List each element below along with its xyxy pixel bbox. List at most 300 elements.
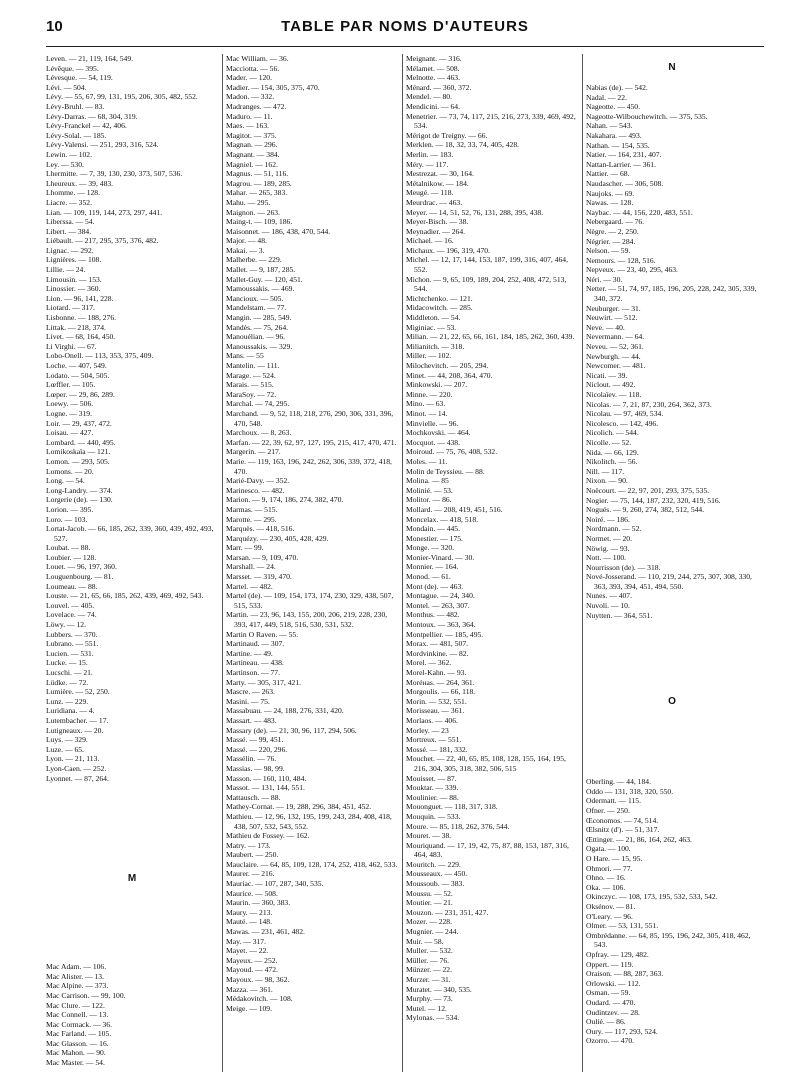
index-entry: Montel. — 263, 307. bbox=[406, 600, 470, 610]
index-entry: Nida. — 66, 129. bbox=[586, 447, 639, 457]
index-entry: Nathan. — 154, 535. bbox=[586, 140, 650, 150]
index-entry: Nattier. — 68. bbox=[586, 169, 630, 179]
index-entry: Mouquin. — 533. bbox=[406, 811, 461, 821]
index-entry: Odermatt. — 115. bbox=[586, 796, 641, 806]
index-entry: Lobo-Onell. — 113, 353, 375, 409. bbox=[46, 351, 154, 361]
index-entry: Ogata. — 100. bbox=[586, 844, 631, 854]
index-entry: Linossier. — 360. bbox=[46, 284, 101, 294]
index-entry: Marie. — 119, 163, 196, 242, 262, 306, 339, 372, 418, 470. bbox=[226, 456, 392, 476]
index-entry: Meyer-Bisch. — 38. bbox=[406, 217, 469, 227]
index-entry: Mousseaux. — 450. bbox=[406, 869, 468, 879]
index-entry: Lévy. — 55, 67, 99, 131, 195, 206, 305, 482, 552. bbox=[46, 92, 198, 102]
index-entry: Murzer. — 31. bbox=[406, 975, 451, 984]
index-entry: Moncelax. — 418, 518. bbox=[406, 514, 479, 524]
index-entry: Oulié. — 86. bbox=[586, 1017, 626, 1027]
index-entry: Oka. — 106. bbox=[586, 882, 626, 892]
index-entry: Libert. — 384. bbox=[46, 226, 92, 236]
index-entry: Michtchenko. — 121. bbox=[406, 293, 473, 303]
index-entry: Naudascher. — 306, 508. bbox=[586, 178, 664, 188]
index-entry: Métalnikow. — 184. bbox=[406, 178, 469, 188]
index-entry: Mugnier. — 244. bbox=[406, 927, 459, 937]
index-entry: Œlsnitz (d'). — 51, 317. bbox=[586, 825, 660, 835]
index-entry: Martine. — 49. bbox=[226, 648, 273, 658]
index-entry: Massias. — 98, 99. bbox=[226, 763, 285, 773]
index-entry: Liberssa. — 54. bbox=[46, 217, 95, 227]
section-letter-heading: M bbox=[127, 873, 137, 885]
index-entry: Ofner. — 250. bbox=[586, 806, 630, 816]
index-entry: Maignon. — 263. bbox=[226, 207, 280, 217]
index-entry: Martin. — 23, 96, 143, 155, 200, 206, 219, 228, 230, 393, 417, 449, 518, 516, 530, 531, 532. bbox=[226, 610, 388, 630]
index-entry: Ohmori. — 77. bbox=[586, 863, 633, 873]
index-entry: Nuytten. — 364, 551. bbox=[586, 610, 653, 620]
index-entry: Oppert. — 119. bbox=[586, 959, 634, 969]
index-entry: Meyer. — 14, 51, 52, 76, 131, 288, 395, 438. bbox=[406, 207, 544, 217]
index-entry: Médakovitch. — 108. bbox=[226, 994, 293, 1004]
index-entry: Netter. — 51, 74, 97, 185, 196, 205, 228, 242, 305, 339, 340, 372. bbox=[586, 284, 757, 304]
index-entry: Löwy. — 12. bbox=[46, 620, 87, 630]
index-entry: Magrou. — 189, 285. bbox=[226, 178, 292, 188]
page-title: TABLE PAR NOMS D'AUTEURS bbox=[281, 18, 529, 35]
index-entry: Nevermann. — 64. bbox=[586, 332, 645, 342]
index-entry: Martin O Raven. — 55. bbox=[226, 629, 299, 639]
index-entry: Minkowski. — 207. bbox=[406, 380, 468, 390]
index-entry: Martinson. — 77. bbox=[226, 668, 280, 677]
index-entry: Mac Farland. — 105. bbox=[46, 1029, 112, 1039]
index-entry: Maes. — 163. bbox=[226, 121, 270, 131]
index-entry: Meurdrac. — 463. bbox=[406, 197, 463, 207]
index-column-4 bbox=[586, 54, 758, 1074]
index-entry: Nicolich. — 544. bbox=[586, 428, 639, 438]
index-entry: Lœffler. — 105. bbox=[46, 380, 96, 390]
index-entry: Luys. — 329. bbox=[46, 735, 88, 745]
index-entry: Monthus. — 482. bbox=[406, 610, 460, 620]
index-entry: Nageotte. — 450. bbox=[586, 102, 640, 112]
index-entry: Mendel. — 80. bbox=[406, 92, 452, 102]
index-entry: Naybac. — 44, 156, 220, 483, 551. bbox=[586, 207, 693, 217]
index-entry: Louguenbourg. — 81. bbox=[46, 572, 114, 582]
index-entry: Orlowski. — 112. bbox=[586, 978, 641, 988]
index-entry: Mouchet. — 22, 40, 65, 85, 108, 128, 155, 164, 195, 216, 304, 305, 318, 382, 506, 515 bbox=[406, 754, 566, 773]
index-entry: Œconomos. — 74, 514. bbox=[586, 815, 659, 825]
index-entry: Liébault. — 217, 295, 375, 376, 482. bbox=[46, 236, 159, 246]
index-entry: Osman. — 59. bbox=[586, 988, 631, 998]
index-entry: Loisau. — 427. bbox=[46, 428, 94, 438]
index-entry: Mazza. — 361. bbox=[226, 984, 273, 994]
index-entry: Lévy-Bruhl. — 83. bbox=[46, 101, 105, 111]
index-entry: Neve. — 40. bbox=[586, 322, 625, 332]
index-entry: Mondain. — 445. bbox=[406, 524, 460, 534]
index-entry: Loro. — 103. bbox=[46, 514, 88, 524]
index-entry: May. — 317. bbox=[226, 936, 267, 946]
index-entry: Merlin. — 183. bbox=[406, 149, 454, 159]
index-entry: Midacowitch. — 285. bbox=[406, 303, 473, 313]
index-entry: Moutier. — 21. bbox=[406, 898, 453, 908]
index-entry: Nourrisson (de). — 318. bbox=[586, 562, 661, 572]
index-entry: Nicolau. — 97, 469, 534. bbox=[586, 409, 664, 419]
index-entry: Lucien. — 531. bbox=[46, 648, 94, 658]
index-entry: Lewin. — 102. bbox=[46, 149, 92, 159]
index-entry: Mangin. — 285, 549. bbox=[226, 313, 292, 323]
index-entry: Münzer. — 22. bbox=[406, 965, 452, 975]
index-entry: Mans. — 55 bbox=[226, 351, 264, 361]
index-entry: Moure. — 85, 118, 262, 376, 544. bbox=[406, 821, 510, 831]
index-entry: Noëcourt. — 22, 97, 201, 293, 375, 535. bbox=[586, 485, 710, 495]
index-entry: Nadal. — 22. bbox=[586, 92, 627, 102]
index-entry: Michel. — 12, 17, 144, 153, 187, 199, 316, 407, 464, 552. bbox=[406, 255, 568, 275]
index-entry: Lombard. — 440, 495. bbox=[46, 437, 116, 447]
index-entry: Lomons. — 20. bbox=[46, 466, 94, 476]
index-entry: Martel. — 482. bbox=[226, 581, 273, 591]
index-entry: Lorgerie (de). — 130. bbox=[46, 495, 113, 505]
index-entry: Liacre. — 352. bbox=[46, 197, 92, 207]
index-entry: Mossé. — 181, 332. bbox=[406, 744, 468, 754]
index-entry: Maury. — 213. bbox=[226, 907, 273, 917]
index-entry: Mayoud. — 472. bbox=[226, 965, 278, 975]
index-entry: O Hare. — 15, 95. bbox=[586, 854, 643, 863]
index-entry: Montague. — 24, 340. bbox=[406, 591, 475, 601]
index-entry: Minne. — 220. bbox=[406, 389, 453, 399]
index-entry: Mandelstam. — 77. bbox=[226, 303, 287, 313]
index-entry: Margerin. — 217. bbox=[226, 447, 281, 457]
index-entry: Marmas. — 515. bbox=[226, 504, 278, 514]
index-entry: Masson. — 160, 110, 484. bbox=[226, 773, 307, 783]
index-entry: Nott. — 100. bbox=[586, 553, 627, 563]
index-entry: Morel. — 362. bbox=[406, 658, 452, 668]
index-entry: Maurice. — 508. bbox=[226, 888, 278, 898]
index-entry: Lomikoskaïa — 121. bbox=[46, 447, 111, 457]
index-entry: Néri. — 30. bbox=[586, 274, 623, 284]
index-entry: Nicolesco. — 142, 496. bbox=[586, 418, 659, 428]
index-entry: Massot. — 131, 144, 551. bbox=[226, 783, 305, 793]
index-entry: Mouriquand. — 17, 19, 42, 75, 87, 88, 153, 187, 316, 464, 483. bbox=[406, 840, 569, 860]
index-entry: Mendicini. — 64. bbox=[406, 101, 460, 111]
index-entry: Minot. — 14. bbox=[406, 408, 448, 418]
index-entry: Mader. — 120. bbox=[226, 73, 272, 83]
index-entry: Mouisset. — 87. bbox=[406, 773, 457, 783]
index-entry: Mac Clure. — 122. bbox=[46, 1000, 105, 1010]
index-entry: Mérigot de Treigny. — 66. bbox=[406, 130, 488, 140]
index-entry: Maubert. — 250. bbox=[226, 850, 279, 860]
index-entry: Lucke. — 15. bbox=[46, 658, 88, 668]
index-entry: Lutigneaux. — 20. bbox=[46, 725, 104, 735]
index-entry: Limousin. — 153. bbox=[46, 274, 102, 284]
index-entry: Mathieu. — 12, 96, 132, 195, 199, 243, 284, 408, 418, 438, 507, 532, 543, 552. bbox=[226, 811, 392, 831]
index-entry: Mestrezat. — 30, 164. bbox=[406, 169, 474, 179]
index-entry: Major. — 48. bbox=[226, 236, 267, 246]
index-entry: Massélin. — 76. bbox=[226, 754, 277, 764]
index-entry: Lumière. — 52, 250. bbox=[46, 687, 110, 697]
index-entry: Oudard. — 470. bbox=[586, 997, 636, 1007]
index-entry: Lœper. — 29, 86, 289. bbox=[46, 389, 115, 399]
index-entry: Louvel. — 405. bbox=[46, 600, 95, 610]
index-entry: Muir. — 58. bbox=[406, 936, 444, 946]
index-entry: Melnotte. — 463. bbox=[406, 73, 460, 83]
index-entry: Lévy-Valensi. — 251, 293, 316, 524. bbox=[46, 140, 159, 150]
index-entry: Lévi. — 504. bbox=[46, 82, 87, 92]
index-entry: Lodato. — 504, 505. bbox=[46, 370, 110, 380]
index-entry: Lévesque. — 54, 119. bbox=[46, 73, 113, 83]
index-entry: Oberling. — 44, 184. bbox=[586, 777, 651, 787]
index-entry: Nové-Josserand. — 110, 219, 244, 275, 307, 308, 330, 363, 393, 394, 451, 494, 550. bbox=[586, 572, 752, 591]
index-entry: Marfan. — 22, 39, 62, 97, 127, 195, 215, 417, 470, 471. bbox=[226, 437, 397, 447]
index-entry: Mélamet. — 508. bbox=[406, 63, 460, 73]
index-entry: Noiré. — 186. bbox=[586, 514, 630, 524]
index-entry: Mac William. — 36. bbox=[226, 54, 289, 63]
index-entry: Olmer. — 53, 131, 551. bbox=[586, 921, 659, 931]
index-entry: Marquézy. — 230, 405, 428, 429. bbox=[226, 533, 329, 543]
index-entry: Mayoux. — 98, 362. bbox=[226, 975, 290, 984]
index-entry: Mallet. — 9, 187, 285. bbox=[226, 265, 296, 275]
index-entry: Nepveux. — 23, 40, 295, 463. bbox=[586, 265, 678, 275]
index-entry: Nuvoli. — 10. bbox=[586, 601, 630, 611]
index-entry: Mouret. — 38. bbox=[406, 831, 452, 841]
index-entry: Marchoux. — 8, 263. bbox=[226, 428, 292, 438]
index-entry: Lignières. — 108. bbox=[46, 255, 102, 265]
index-entry: Monier-Vinard. — 30. bbox=[406, 552, 475, 562]
index-entry: Milianitch. — 318. bbox=[406, 341, 465, 351]
index-entry: Opfray. — 129, 482. bbox=[586, 949, 649, 959]
index-entry: Marty. — 305, 317, 421. bbox=[226, 677, 302, 687]
index-entry: Oksénov. — 81. bbox=[586, 901, 636, 911]
index-entry: Méry. — 117. bbox=[406, 159, 449, 169]
index-entry: Leven. — 21, 119, 164, 549. bbox=[46, 54, 134, 63]
index-entry: Marsset. — 319, 470. bbox=[226, 572, 292, 582]
index-entry: Loubier. — 128. bbox=[46, 552, 97, 562]
index-entry: Manoussakis. — 329. bbox=[226, 341, 293, 351]
index-entry: Lhermitte. — 7, 39, 130, 230, 373, 507, 536. bbox=[46, 169, 183, 179]
index-entry: Lomon. — 293, 505. bbox=[46, 456, 110, 466]
page-number: 10 bbox=[46, 18, 63, 35]
index-entry: Martinaud. — 307. bbox=[226, 639, 285, 649]
index-entry: Massé. — 220, 296. bbox=[226, 744, 288, 754]
index-entry: Nunes. — 407. bbox=[586, 591, 632, 601]
index-entry: Long-Landry. — 374. bbox=[46, 485, 113, 495]
index-entry: Neuburger. — 31. bbox=[586, 303, 641, 313]
index-entry: Naujoks. — 69. bbox=[586, 188, 635, 198]
index-entry: Menetrier. — 73, 74, 117, 215, 216, 273, 339, 469, 492, 534. bbox=[406, 111, 576, 131]
index-entry: Mac Alpine. — 373. bbox=[46, 981, 109, 991]
column-divider bbox=[222, 54, 223, 1072]
index-entry: Mac Cormack. — 36. bbox=[46, 1019, 113, 1029]
index-entry: Oddo — 131, 318, 320, 550. bbox=[586, 786, 674, 796]
index-entry: Livet. — 68, 164, 450. bbox=[46, 332, 116, 342]
index-entry: Nöwig. — 93. bbox=[586, 543, 630, 553]
index-entry: Mylonas. — 534. bbox=[406, 1013, 460, 1023]
index-entry: Molina. — 85 bbox=[406, 476, 449, 486]
index-entry: Mahu. — 295. bbox=[226, 197, 271, 207]
index-entry: Luridiana. — 4. bbox=[46, 706, 95, 716]
index-entry: Marsan. — 9, 109, 470. bbox=[226, 552, 299, 562]
index-entry: Macciotta. — 56. bbox=[226, 63, 280, 73]
index-entry: Nicolas. — 7, 21, 87, 230, 264, 362, 373. bbox=[586, 399, 712, 409]
index-entry: Martineau. — 438. bbox=[226, 658, 284, 668]
column-divider bbox=[402, 54, 403, 1072]
index-entry: Mouktar. — 339. bbox=[406, 783, 459, 793]
index-entry: Œttinger. — 21, 86, 164, 262, 463. bbox=[586, 834, 692, 844]
index-entry: Mont (de). — 463. bbox=[406, 581, 464, 591]
index-entry: Mauclaire. — 64, 85, 109, 128, 174, 252, 418, 462, 533. bbox=[226, 859, 398, 869]
index-entry: Maing-t. — 109, 186. bbox=[226, 217, 293, 227]
index-entry: Marotte. — 295. bbox=[226, 514, 277, 524]
index-entry: Ozorro. — 470. bbox=[586, 1036, 635, 1046]
index-entry: Massary (de). — 21, 30, 96, 117, 294, 506. bbox=[226, 725, 357, 735]
index-entry: Makai. — 3. bbox=[226, 245, 265, 255]
index-entry: Mozer. — 228. bbox=[406, 917, 452, 927]
index-entry: Loche. — 407, 549. bbox=[46, 361, 107, 370]
index-entry: Mochkovski. — 464. bbox=[406, 428, 471, 438]
index-entry: Mattausch. — 88. bbox=[226, 792, 281, 802]
index-entry: Lovelace. — 74. bbox=[46, 610, 97, 620]
index-entry: Monnier. — 164. bbox=[406, 562, 459, 572]
index-entry: Mayeux. — 252. bbox=[226, 955, 278, 965]
index-entry: Ohno. — 16. bbox=[586, 873, 626, 883]
column-divider bbox=[582, 54, 583, 1072]
index-entry: Lévy-Darras. — 68, 304, 319. bbox=[46, 111, 138, 121]
index-entry: Loir. — 29, 437, 472. bbox=[46, 418, 112, 428]
index-entry: Nabias (de). — 542. bbox=[586, 83, 648, 92]
index-entry: Marchal. — 74, 295. bbox=[226, 399, 290, 409]
index-entry: Négrier. — 284. bbox=[586, 236, 636, 246]
index-entry: Miginiac. — 53. bbox=[406, 322, 457, 332]
index-entry: Moréнas. — 264, 361. bbox=[406, 677, 475, 687]
index-entry: Okinczyc. — 108, 173, 195, 532, 533, 542. bbox=[586, 892, 718, 902]
index-entry: Lévêque. — 395. bbox=[46, 63, 99, 73]
index-entry: Mathey-Cornat. — 19, 288, 296, 384, 451, 452. bbox=[226, 802, 372, 812]
index-entry: Nicolle. — 52. bbox=[586, 437, 632, 447]
index-entry: Louet. — 96, 197, 360. bbox=[46, 562, 117, 572]
index-entry: Milochevitch. — 205, 294. bbox=[406, 361, 489, 370]
index-entry: Newcomer. — 481. bbox=[586, 361, 646, 371]
index-column-1 bbox=[46, 54, 218, 1074]
index-entry: Mac Connell. — 13. bbox=[46, 1010, 109, 1020]
index-entry: Nill. — 117. bbox=[586, 466, 625, 476]
index-entry: Nogués. — 9, 260, 274, 382, 512, 544. bbox=[586, 505, 705, 515]
index-column-2 bbox=[226, 54, 398, 1074]
index-entry: Montpellier. — 185, 495. bbox=[406, 629, 484, 639]
index-entry: Mollard. — 208, 419, 451, 516. bbox=[406, 504, 503, 514]
index-entry: Montoux. — 363, 364. bbox=[406, 620, 476, 630]
index-entry: Lortat-Jacob. — 66, 185, 262, 339, 360, 439, 492, 493, 527. bbox=[46, 524, 214, 543]
index-entry: Mocquot. — 438. bbox=[406, 437, 460, 447]
index-entry: Logne. — 319. bbox=[46, 408, 92, 418]
index-entry: Miller. — 102. bbox=[406, 351, 452, 361]
index-entry: Marais. — 515. bbox=[226, 380, 274, 390]
index-entry: Meugé. — 118. bbox=[406, 188, 454, 198]
index-entry: Maurin. — 360, 383. bbox=[226, 898, 291, 908]
index-entry: Nakahara. — 493. bbox=[586, 130, 642, 140]
index-entry: Mouonguet. — 118, 317, 318. bbox=[406, 802, 498, 812]
index-entry: Lheureux. — 39, 483. bbox=[46, 178, 114, 188]
index-entry: Müller. — 76. bbox=[406, 955, 450, 965]
index-entry: Mino. — 63. bbox=[406, 399, 446, 409]
index-entry: Luze. — 65. bbox=[46, 744, 84, 754]
index-entry: Mouritch. — 229. bbox=[406, 859, 461, 869]
index-entry: Nawas. — 128. bbox=[586, 198, 634, 208]
index-entry: Murphy. — 73. bbox=[406, 994, 453, 1004]
index-entry: Mutel. — 12. bbox=[406, 1003, 447, 1013]
index-entry: Nordmann. — 52. bbox=[586, 524, 642, 534]
index-entry: Maduro. — 11. bbox=[226, 111, 273, 121]
index-entry: Ombrédanne. — 64, 85, 195, 196, 242, 305, 418, 462, 543. bbox=[586, 930, 751, 950]
index-entry: Morgoulis. — 66, 118. bbox=[406, 687, 476, 697]
index-entry: Lucschi. — 21. bbox=[46, 668, 93, 677]
index-entry: Marage. — 524. bbox=[226, 370, 276, 380]
index-entry: Meignant. — 316. bbox=[406, 54, 462, 63]
index-entry: Morel-Kahn. — 93. bbox=[406, 668, 467, 677]
index-entry: Nattan-Larrier. — 361. bbox=[586, 159, 657, 169]
index-entry: Marquès. — 418, 516. bbox=[226, 524, 295, 534]
index-entry: Nemours. — 128, 516. bbox=[586, 255, 656, 265]
index-entry: Lubbers. — 370. bbox=[46, 629, 98, 639]
index-entry: Monestier. — 175. bbox=[406, 533, 463, 543]
index-entry: Loumeau. — 88. bbox=[46, 581, 98, 591]
index-entry: Ley. — 530. bbox=[46, 159, 84, 169]
index-entry: Marchand. — 9, 52, 118, 218, 276, 290, 306, 331, 396, 470, 548. bbox=[226, 408, 394, 428]
index-entry: Maisonnet. — 186, 438, 470, 544. bbox=[226, 226, 331, 236]
index-entry: Lévy-Franckel — 42, 406. bbox=[46, 121, 127, 131]
index-entry: Li Virghi. — 67. bbox=[46, 341, 97, 351]
index-entry: Normet. — 20. bbox=[586, 533, 632, 543]
index-entry: Michon. — 9, 65, 109, 189, 204, 252, 408, 472, 513, 544. bbox=[406, 274, 567, 294]
index-entry: Mahar. — 265, 383. bbox=[226, 188, 288, 198]
index-entry: Moiroud. — 75, 76, 408, 532. bbox=[406, 447, 498, 457]
index-entry: Lion. — 96, 141, 228. bbox=[46, 293, 114, 303]
index-entry: Lorion. — 395. bbox=[46, 504, 94, 514]
index-entry: Mayet. — 22. bbox=[226, 946, 269, 956]
index-entry: Mac Carrison. — 99, 100. bbox=[46, 990, 126, 1000]
index-entry: Mordvinkine. — 82. bbox=[406, 648, 469, 658]
index-entry: Oury. — 117, 293, 524. bbox=[586, 1026, 658, 1036]
index-entry: Nageotte-Wilbouchewitch. — 375, 535. bbox=[586, 111, 708, 121]
index-entry: Madranges. — 472. bbox=[226, 101, 287, 111]
index-entry: Massart. — 483. bbox=[226, 715, 277, 725]
index-entry: Mac Alister. — 13. bbox=[46, 971, 105, 981]
index-entry: Milian. — 21, 22, 65, 66, 161, 184, 185, 262, 360, 439. bbox=[406, 332, 575, 342]
index-entry: Mallet-Guy. — 120, 451. bbox=[226, 274, 303, 284]
index-entry: Nicolaïev. — 118. bbox=[586, 390, 642, 399]
index-entry: Meynadier. — 264. bbox=[406, 226, 466, 236]
index-entry: MaraSoy. — 72. bbox=[226, 389, 277, 399]
index-entry: Morin. — 532, 551. bbox=[406, 696, 467, 706]
index-entry: Lévy-Solal. — 185. bbox=[46, 130, 107, 140]
index-entry: Moussu. — 52. bbox=[406, 888, 453, 898]
section-letter-heading: O bbox=[668, 696, 676, 708]
index-entry: Lhomme. — 128. bbox=[46, 188, 100, 198]
index-entry: Nelson. — 59. bbox=[586, 246, 631, 256]
index-entry: Loubat. — 88. bbox=[46, 543, 91, 553]
index-entry: Marinesco. — 482. bbox=[226, 485, 285, 495]
index-entry: Mawas. — 231, 461, 482. bbox=[226, 927, 305, 937]
index-entry: Mandès. — 75, 264. bbox=[226, 322, 289, 332]
index-entry: Minet. — 44, 208, 364, 470. bbox=[406, 370, 493, 380]
index-entry: Molinié. — 53. bbox=[406, 485, 453, 495]
index-entry: Marr. — 99. bbox=[226, 543, 264, 553]
index-entry: O'Leary. — 96. bbox=[586, 911, 633, 921]
index-entry: Monge. — 320. bbox=[406, 543, 455, 553]
index-entry: Mantelin. — 111. bbox=[226, 361, 280, 370]
index-entry: Mamoussakis. — 469. bbox=[226, 284, 295, 294]
index-entry: Mancioux. — 505. bbox=[226, 293, 284, 303]
index-entry: Middleton. — 54. bbox=[406, 313, 461, 323]
index-entry: Neuwirt. — 512. bbox=[586, 313, 638, 323]
index-entry: Magnant. — 384. bbox=[226, 149, 280, 159]
index-entry: Loewy. — 506. bbox=[46, 399, 94, 409]
page-header bbox=[46, 18, 764, 44]
index-entry: Nègre. — 2, 250. bbox=[586, 226, 639, 236]
index-entry: Neveu. — 52, 361. bbox=[586, 342, 644, 352]
index-entry: Mortreux. — 551. bbox=[406, 735, 462, 745]
index-entry: Niclout. — 492. bbox=[586, 380, 636, 390]
